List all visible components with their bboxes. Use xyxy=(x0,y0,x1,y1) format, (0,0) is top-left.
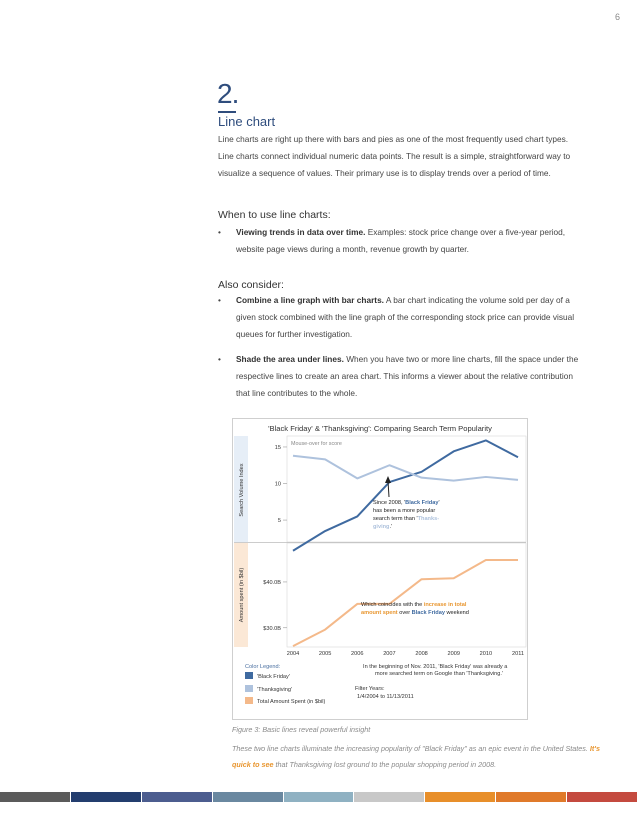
when-to-use-list xyxy=(218,224,580,266)
legend-swatch-black-friday xyxy=(245,672,253,679)
annotation-top: Since 2008, 'Black Friday' has been a more popular search term than 'Thanks- giving.' xyxy=(373,500,440,530)
annotation-bottom: Which coincides with the increase in total amount spent over Black Friday weekend xyxy=(361,602,469,616)
bullet-bold: Shade the area under lines. xyxy=(236,354,344,364)
series-line xyxy=(293,440,518,550)
annotation-arrowhead xyxy=(385,476,391,483)
legend-label-total-spent: Total Amount Spent (in $bil) xyxy=(257,699,326,705)
top-panel-ylabel: Search Volume Index xyxy=(239,463,245,517)
x-tick-label: 2008 xyxy=(415,651,428,657)
legend-label-thanksgiving: 'Thanksgiving' xyxy=(257,687,293,693)
x-tick-label: 2010 xyxy=(479,651,493,657)
footer-color-segment xyxy=(71,792,142,802)
also-consider-list xyxy=(218,292,580,410)
page-number: 6 xyxy=(614,12,620,22)
intro-paragraph: Line charts are right up there with bars and pies as one of the most frequently used chart types. Line charts connect individual numeric data points. The result is a simple, straightforward way to visualize a sequence of values. Their primary use is to display trends over a period of time. xyxy=(218,134,571,178)
y-tick-label: 5 xyxy=(277,518,281,525)
mouseover-note: Mouse-over for score xyxy=(291,441,342,447)
bullet-text: Examples: stock price change over a five-year period, website page views during a month, revenue growth by quarter. xyxy=(236,227,566,254)
list-item xyxy=(218,351,580,402)
caption-text-1: These two line charts illuminate the increasing popularity of "Black Friday" as an epic event in the United States. xyxy=(232,744,590,753)
bullet-bold: Combine a line graph with bar charts. xyxy=(236,295,384,305)
footer-color-segment xyxy=(425,792,496,802)
footer-color-segment xyxy=(142,792,213,802)
bullet-bold: Viewing trends in data over time. xyxy=(236,227,366,237)
footer-color-segment xyxy=(0,792,71,802)
legend-label-black-friday: 'Black Friday' xyxy=(257,674,290,680)
top-plot-frame xyxy=(287,436,526,542)
chart-title: 'Black Friday' & 'Thanksgiving': Comparing Search Term Popularity xyxy=(268,424,492,433)
figure-caption-label: Figure 3: Basic lines reveal powerful insight xyxy=(232,725,371,734)
legend-swatch-thanksgiving xyxy=(245,685,253,692)
section-number: 2. xyxy=(217,78,239,109)
footer-color-segment xyxy=(496,792,567,802)
footer-color-segment xyxy=(567,792,638,802)
bullet-glyph: • xyxy=(218,295,221,305)
bullet-text: A bar chart indicating the volume sold per day of a given stock combined with the line graph of the corresponding stock price can provide visual queues for further investigation. xyxy=(236,295,575,339)
when-to-use-heading: When to use line charts: xyxy=(218,209,331,221)
x-tick-label: 2007 xyxy=(383,651,396,657)
x-tick-label: 2011 xyxy=(511,651,525,657)
footer-color-segment xyxy=(354,792,425,802)
also-consider-heading: Also consider: xyxy=(218,279,284,291)
filter-value: 1/4/2004 to 11/13/2011 xyxy=(357,694,414,700)
y-tick-label: 10 xyxy=(274,481,281,488)
chart-note: In the beginning of Nov. 2011, 'Black Friday' was already a more searched term on Google than 'Thanksgiving.' xyxy=(363,664,508,677)
caption-text-2: that Thanksgiving lost ground to the popular shopping period in 2008. xyxy=(273,760,497,769)
legend-title: Color Legend: xyxy=(245,664,281,670)
bullet-glyph: • xyxy=(218,227,221,237)
legend-swatch-total-spent xyxy=(245,697,253,704)
bullet-text: When you have two or more line charts, fill the space under the respective lines to create an area chart. This informs a viewer about the relative contribution that line contributes to the whole. xyxy=(236,354,579,398)
chart-svg xyxy=(233,419,527,719)
x-tick-label: 2005 xyxy=(318,651,332,657)
section-divider xyxy=(218,111,236,113)
bottom-panel-ylabel: Amount spent (in $bil) xyxy=(239,567,245,623)
x-tick-label: 2006 xyxy=(351,651,364,657)
x-tick-label: 2009 xyxy=(447,651,460,657)
y-tick-label: $40.0B xyxy=(263,579,281,586)
caption-accent: It's quick to see xyxy=(232,744,600,769)
filter-label: Filter Years: xyxy=(355,686,385,692)
footer-color-segment xyxy=(213,792,284,802)
x-tick-label: 2004 xyxy=(286,651,300,657)
chart-figure xyxy=(232,418,528,720)
figure-caption-text xyxy=(232,741,612,773)
y-tick-label: $30.0B xyxy=(263,625,281,632)
list-item xyxy=(218,224,580,258)
y-tick-label: 15 xyxy=(274,444,281,451)
section-title: Line chart xyxy=(218,114,276,129)
footer-color-segment xyxy=(284,792,355,802)
footer-color-bar xyxy=(0,792,638,802)
bullet-glyph: • xyxy=(218,354,221,364)
list-item xyxy=(218,292,580,343)
